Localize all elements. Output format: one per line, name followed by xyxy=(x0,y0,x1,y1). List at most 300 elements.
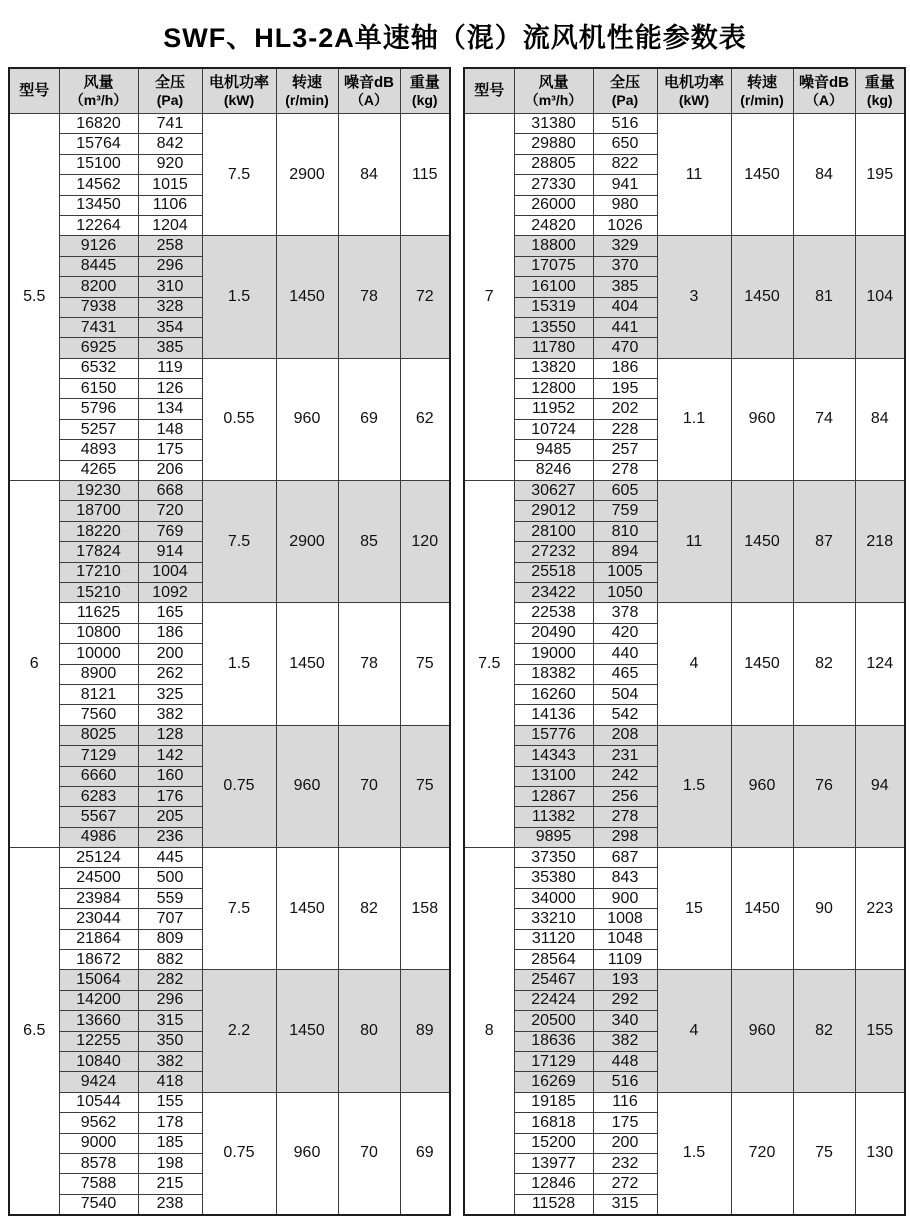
column-header: 全压 (Pa) xyxy=(138,68,202,114)
pressure-cell: 128 xyxy=(138,725,202,745)
noise-cell: 85 xyxy=(338,481,400,603)
airflow-cell: 18700 xyxy=(59,501,138,521)
pressure-cell: 232 xyxy=(593,1153,657,1173)
airflow-cell: 9485 xyxy=(514,440,593,460)
pressure-cell: 126 xyxy=(138,379,202,399)
airflow-cell: 19000 xyxy=(514,644,593,664)
table-row xyxy=(464,725,905,745)
airflow-cell: 28564 xyxy=(514,950,593,970)
pressure-cell: 1106 xyxy=(138,195,202,215)
airflow-cell: 6660 xyxy=(59,766,138,786)
pressure-cell: 1204 xyxy=(138,215,202,235)
airflow-cell: 33210 xyxy=(514,909,593,929)
weight-cell: 75 xyxy=(400,725,450,847)
weight-cell: 218 xyxy=(855,481,905,603)
pressure-cell: 155 xyxy=(138,1092,202,1112)
pressure-cell: 160 xyxy=(138,766,202,786)
weight-cell: 89 xyxy=(400,970,450,1092)
airflow-cell: 18382 xyxy=(514,664,593,684)
airflow-cell: 13100 xyxy=(514,766,593,786)
power-cell: 1.5 xyxy=(657,1092,731,1215)
noise-cell: 84 xyxy=(338,114,400,236)
weight-cell: 84 xyxy=(855,358,905,480)
power-cell: 11 xyxy=(657,114,731,236)
airflow-cell: 7560 xyxy=(59,705,138,725)
performance-table-left xyxy=(8,67,451,1216)
airflow-cell: 19230 xyxy=(59,481,138,501)
airflow-cell: 7431 xyxy=(59,317,138,337)
weight-cell: 120 xyxy=(400,481,450,603)
pressure-cell: 202 xyxy=(593,399,657,419)
pressure-cell: 516 xyxy=(593,114,657,134)
airflow-cell: 9562 xyxy=(59,1113,138,1133)
pressure-cell: 605 xyxy=(593,481,657,501)
pressure-cell: 440 xyxy=(593,644,657,664)
table-row xyxy=(9,848,450,868)
noise-cell: 78 xyxy=(338,236,400,358)
performance-table-right xyxy=(463,67,906,1216)
weight-cell: 94 xyxy=(855,725,905,847)
pressure-cell: 231 xyxy=(593,746,657,766)
pressure-cell: 176 xyxy=(138,786,202,806)
header-row xyxy=(464,68,905,114)
pressure-cell: 175 xyxy=(138,440,202,460)
weight-cell: 115 xyxy=(400,114,450,236)
pressure-cell: 382 xyxy=(138,705,202,725)
pressure-cell: 262 xyxy=(138,664,202,684)
airflow-cell: 16269 xyxy=(514,1072,593,1092)
airflow-cell: 22424 xyxy=(514,990,593,1010)
airflow-cell: 7588 xyxy=(59,1174,138,1194)
page-title: SWF、HL3-2A单速轴（混）流风机性能参数表 xyxy=(163,23,747,53)
airflow-cell: 9895 xyxy=(514,827,593,847)
table-row xyxy=(464,114,905,134)
airflow-cell: 13977 xyxy=(514,1153,593,1173)
pressure-cell: 769 xyxy=(138,521,202,541)
airflow-cell: 6532 xyxy=(59,358,138,378)
column-header: 风量 （m³/h） xyxy=(59,68,138,114)
pressure-cell: 370 xyxy=(593,256,657,276)
airflow-cell: 15319 xyxy=(514,297,593,317)
airflow-cell: 16100 xyxy=(514,277,593,297)
pressure-cell: 404 xyxy=(593,297,657,317)
pressure-cell: 257 xyxy=(593,440,657,460)
pressure-cell: 516 xyxy=(593,1072,657,1092)
pressure-cell: 504 xyxy=(593,684,657,704)
airflow-cell: 11528 xyxy=(514,1194,593,1215)
airflow-cell: 29880 xyxy=(514,134,593,154)
pressure-cell: 195 xyxy=(593,379,657,399)
pressure-cell: 378 xyxy=(593,603,657,623)
column-header: 噪音dB （A） xyxy=(338,68,400,114)
column-header: 电机功率 (kW) xyxy=(202,68,276,114)
model-cell: 6.5 xyxy=(9,848,59,1216)
speed-cell: 2900 xyxy=(276,481,338,603)
pressure-cell: 258 xyxy=(138,236,202,256)
model-cell: 7.5 xyxy=(464,481,514,848)
pressure-cell: 328 xyxy=(138,297,202,317)
pressure-cell: 193 xyxy=(593,970,657,990)
airflow-cell: 17210 xyxy=(59,562,138,582)
airflow-cell: 6283 xyxy=(59,786,138,806)
pressure-cell: 298 xyxy=(593,827,657,847)
weight-cell: 223 xyxy=(855,848,905,970)
airflow-cell: 4986 xyxy=(59,827,138,847)
header-row xyxy=(9,68,450,114)
pressure-cell: 941 xyxy=(593,175,657,195)
pressure-cell: 236 xyxy=(138,827,202,847)
pressure-cell: 148 xyxy=(138,419,202,439)
airflow-cell: 29012 xyxy=(514,501,593,521)
pressure-cell: 119 xyxy=(138,358,202,378)
pressure-cell: 198 xyxy=(138,1153,202,1173)
pressure-cell: 350 xyxy=(138,1031,202,1051)
airflow-cell: 11382 xyxy=(514,807,593,827)
power-cell: 15 xyxy=(657,848,731,970)
table-row xyxy=(464,481,905,501)
pressure-cell: 842 xyxy=(138,134,202,154)
airflow-cell: 15100 xyxy=(59,154,138,174)
airflow-cell: 17129 xyxy=(514,1051,593,1071)
tables-container xyxy=(0,67,910,1216)
speed-cell: 960 xyxy=(731,358,793,480)
table-row xyxy=(464,603,905,623)
pressure-cell: 296 xyxy=(138,990,202,1010)
pressure-cell: 809 xyxy=(138,929,202,949)
pressure-cell: 278 xyxy=(593,460,657,480)
airflow-cell: 10724 xyxy=(514,419,593,439)
airflow-cell: 25124 xyxy=(59,848,138,868)
airflow-cell: 17075 xyxy=(514,256,593,276)
airflow-cell: 13450 xyxy=(59,195,138,215)
power-cell: 11 xyxy=(657,481,731,603)
pressure-cell: 228 xyxy=(593,419,657,439)
pressure-cell: 296 xyxy=(138,256,202,276)
power-cell: 1.5 xyxy=(657,725,731,847)
pressure-cell: 920 xyxy=(138,154,202,174)
table-row xyxy=(464,358,905,378)
pressure-cell: 1092 xyxy=(138,582,202,602)
speed-cell: 2900 xyxy=(276,114,338,236)
power-cell: 0.75 xyxy=(202,1092,276,1215)
power-cell: 7.5 xyxy=(202,848,276,970)
speed-cell: 960 xyxy=(731,970,793,1092)
weight-cell: 158 xyxy=(400,848,450,970)
airflow-cell: 18800 xyxy=(514,236,593,256)
airflow-cell: 11625 xyxy=(59,603,138,623)
airflow-cell: 11952 xyxy=(514,399,593,419)
airflow-cell: 24500 xyxy=(59,868,138,888)
pressure-cell: 720 xyxy=(138,501,202,521)
pressure-cell: 882 xyxy=(138,950,202,970)
weight-cell: 62 xyxy=(400,358,450,480)
pressure-cell: 1026 xyxy=(593,215,657,235)
weight-cell: 155 xyxy=(855,970,905,1092)
speed-cell: 960 xyxy=(276,725,338,847)
pressure-cell: 1008 xyxy=(593,909,657,929)
airflow-cell: 11780 xyxy=(514,338,593,358)
airflow-cell: 15764 xyxy=(59,134,138,154)
table-row xyxy=(9,603,450,623)
airflow-cell: 15200 xyxy=(514,1133,593,1153)
power-cell: 4 xyxy=(657,970,731,1092)
noise-cell: 81 xyxy=(793,236,855,358)
airflow-cell: 7129 xyxy=(59,746,138,766)
pressure-cell: 282 xyxy=(138,970,202,990)
airflow-cell: 13550 xyxy=(514,317,593,337)
airflow-cell: 13660 xyxy=(59,1011,138,1031)
airflow-cell: 18220 xyxy=(59,521,138,541)
airflow-cell: 5796 xyxy=(59,399,138,419)
airflow-cell: 30627 xyxy=(514,481,593,501)
airflow-cell: 8578 xyxy=(59,1153,138,1173)
airflow-cell: 20500 xyxy=(514,1011,593,1031)
noise-cell: 80 xyxy=(338,970,400,1092)
table-row xyxy=(9,481,450,501)
pressure-cell: 420 xyxy=(593,623,657,643)
pressure-cell: 542 xyxy=(593,705,657,725)
airflow-cell: 28805 xyxy=(514,154,593,174)
airflow-cell: 14562 xyxy=(59,175,138,195)
airflow-cell: 10000 xyxy=(59,644,138,664)
airflow-cell: 10800 xyxy=(59,623,138,643)
airflow-cell: 4265 xyxy=(59,460,138,480)
noise-cell: 84 xyxy=(793,114,855,236)
pressure-cell: 340 xyxy=(593,1011,657,1031)
pressure-cell: 1015 xyxy=(138,175,202,195)
airflow-cell: 20490 xyxy=(514,623,593,643)
pressure-cell: 668 xyxy=(138,481,202,501)
speed-cell: 960 xyxy=(276,1092,338,1215)
pressure-cell: 242 xyxy=(593,766,657,786)
pressure-cell: 325 xyxy=(138,684,202,704)
airflow-cell: 8246 xyxy=(514,460,593,480)
power-cell: 0.55 xyxy=(202,358,276,480)
airflow-cell: 23422 xyxy=(514,582,593,602)
pressure-cell: 200 xyxy=(593,1133,657,1153)
table-row xyxy=(9,114,450,134)
pressure-cell: 900 xyxy=(593,888,657,908)
airflow-cell: 28100 xyxy=(514,521,593,541)
noise-cell: 70 xyxy=(338,1092,400,1215)
airflow-cell: 22538 xyxy=(514,603,593,623)
airflow-cell: 5567 xyxy=(59,807,138,827)
pressure-cell: 205 xyxy=(138,807,202,827)
noise-cell: 76 xyxy=(793,725,855,847)
pressure-cell: 1050 xyxy=(593,582,657,602)
speed-cell: 1450 xyxy=(276,236,338,358)
model-cell: 5.5 xyxy=(9,114,59,481)
pressure-cell: 894 xyxy=(593,542,657,562)
noise-cell: 74 xyxy=(793,358,855,480)
airflow-cell: 16818 xyxy=(514,1113,593,1133)
weight-cell: 75 xyxy=(400,603,450,725)
table-row xyxy=(9,1092,450,1112)
airflow-cell: 23044 xyxy=(59,909,138,929)
pressure-cell: 186 xyxy=(138,623,202,643)
pressure-cell: 1005 xyxy=(593,562,657,582)
table-row xyxy=(9,236,450,256)
airflow-cell: 15064 xyxy=(59,970,138,990)
pressure-cell: 134 xyxy=(138,399,202,419)
table-row xyxy=(464,970,905,990)
column-header: 全压 (Pa) xyxy=(593,68,657,114)
airflow-cell: 31120 xyxy=(514,929,593,949)
power-cell: 7.5 xyxy=(202,114,276,236)
pressure-cell: 465 xyxy=(593,664,657,684)
airflow-cell: 14136 xyxy=(514,705,593,725)
pressure-cell: 385 xyxy=(138,338,202,358)
airflow-cell: 25467 xyxy=(514,970,593,990)
column-header: 重量 (kg) xyxy=(855,68,905,114)
weight-cell: 124 xyxy=(855,603,905,725)
pressure-cell: 215 xyxy=(138,1174,202,1194)
column-header: 转速 (r/min) xyxy=(731,68,793,114)
airflow-cell: 27330 xyxy=(514,175,593,195)
pressure-cell: 707 xyxy=(138,909,202,929)
pressure-cell: 186 xyxy=(593,358,657,378)
power-cell: 1.1 xyxy=(657,358,731,480)
weight-cell: 130 xyxy=(855,1092,905,1215)
airflow-cell: 21864 xyxy=(59,929,138,949)
airflow-cell: 23984 xyxy=(59,888,138,908)
airflow-cell: 31380 xyxy=(514,114,593,134)
column-header: 电机功率 (kW) xyxy=(657,68,731,114)
power-cell: 2.2 xyxy=(202,970,276,1092)
airflow-cell: 12867 xyxy=(514,786,593,806)
model-cell: 8 xyxy=(464,848,514,1216)
pressure-cell: 292 xyxy=(593,990,657,1010)
pressure-cell: 1109 xyxy=(593,950,657,970)
airflow-cell: 12264 xyxy=(59,215,138,235)
pressure-cell: 175 xyxy=(593,1113,657,1133)
airflow-cell: 17824 xyxy=(59,542,138,562)
airflow-cell: 12846 xyxy=(514,1174,593,1194)
noise-cell: 78 xyxy=(338,603,400,725)
airflow-cell: 16820 xyxy=(59,114,138,134)
pressure-cell: 980 xyxy=(593,195,657,215)
airflow-cell: 9424 xyxy=(59,1072,138,1092)
noise-cell: 90 xyxy=(793,848,855,970)
pressure-cell: 272 xyxy=(593,1174,657,1194)
power-cell: 1.5 xyxy=(202,603,276,725)
model-cell: 7 xyxy=(464,114,514,481)
airflow-cell: 19185 xyxy=(514,1092,593,1112)
pressure-cell: 315 xyxy=(593,1194,657,1215)
power-cell: 1.5 xyxy=(202,236,276,358)
pressure-cell: 559 xyxy=(138,888,202,908)
column-header: 转速 (r/min) xyxy=(276,68,338,114)
weight-cell: 104 xyxy=(855,236,905,358)
pressure-cell: 382 xyxy=(593,1031,657,1051)
pressure-cell: 116 xyxy=(593,1092,657,1112)
power-cell: 4 xyxy=(657,603,731,725)
airflow-cell: 8900 xyxy=(59,664,138,684)
noise-cell: 70 xyxy=(338,725,400,847)
airflow-cell: 14343 xyxy=(514,746,593,766)
table-row xyxy=(464,236,905,256)
pressure-cell: 278 xyxy=(593,807,657,827)
noise-cell: 69 xyxy=(338,358,400,480)
pressure-cell: 914 xyxy=(138,542,202,562)
airflow-cell: 8025 xyxy=(59,725,138,745)
table-row xyxy=(9,358,450,378)
airflow-cell: 4893 xyxy=(59,440,138,460)
noise-cell: 87 xyxy=(793,481,855,603)
airflow-cell: 7938 xyxy=(59,297,138,317)
column-header: 重量 (kg) xyxy=(400,68,450,114)
pressure-cell: 208 xyxy=(593,725,657,745)
pressure-cell: 445 xyxy=(138,848,202,868)
speed-cell: 960 xyxy=(731,725,793,847)
airflow-cell: 9126 xyxy=(59,236,138,256)
power-cell: 7.5 xyxy=(202,481,276,603)
pressure-cell: 354 xyxy=(138,317,202,337)
speed-cell: 960 xyxy=(276,358,338,480)
pressure-cell: 810 xyxy=(593,521,657,541)
noise-cell: 75 xyxy=(793,1092,855,1215)
pressure-cell: 185 xyxy=(138,1133,202,1153)
weight-cell: 69 xyxy=(400,1092,450,1215)
pressure-cell: 1004 xyxy=(138,562,202,582)
airflow-cell: 35380 xyxy=(514,868,593,888)
airflow-cell: 37350 xyxy=(514,848,593,868)
power-cell: 0.75 xyxy=(202,725,276,847)
airflow-cell: 12800 xyxy=(514,379,593,399)
airflow-cell: 14200 xyxy=(59,990,138,1010)
column-header: 型号 xyxy=(464,68,514,114)
pressure-cell: 687 xyxy=(593,848,657,868)
airflow-cell: 15210 xyxy=(59,582,138,602)
pressure-cell: 200 xyxy=(138,644,202,664)
pressure-cell: 165 xyxy=(138,603,202,623)
pressure-cell: 310 xyxy=(138,277,202,297)
pressure-cell: 329 xyxy=(593,236,657,256)
pressure-cell: 650 xyxy=(593,134,657,154)
speed-cell: 720 xyxy=(731,1092,793,1215)
pressure-cell: 441 xyxy=(593,317,657,337)
pressure-cell: 238 xyxy=(138,1194,202,1215)
airflow-cell: 27232 xyxy=(514,542,593,562)
pressure-cell: 382 xyxy=(138,1051,202,1071)
airflow-cell: 10840 xyxy=(59,1051,138,1071)
pressure-cell: 385 xyxy=(593,277,657,297)
weight-cell: 72 xyxy=(400,236,450,358)
airflow-cell: 18672 xyxy=(59,950,138,970)
noise-cell: 82 xyxy=(793,970,855,1092)
airflow-cell: 7540 xyxy=(59,1194,138,1215)
speed-cell: 1450 xyxy=(731,848,793,970)
column-header: 噪音dB （A） xyxy=(793,68,855,114)
airflow-cell: 8200 xyxy=(59,277,138,297)
pressure-cell: 741 xyxy=(138,114,202,134)
pressure-cell: 500 xyxy=(138,868,202,888)
airflow-cell: 10544 xyxy=(59,1092,138,1112)
noise-cell: 82 xyxy=(793,603,855,725)
weight-cell: 195 xyxy=(855,114,905,236)
airflow-cell: 6925 xyxy=(59,338,138,358)
pressure-cell: 759 xyxy=(593,501,657,521)
airflow-cell: 6150 xyxy=(59,379,138,399)
speed-cell: 1450 xyxy=(276,603,338,725)
airflow-cell: 34000 xyxy=(514,888,593,908)
pressure-cell: 843 xyxy=(593,868,657,888)
pressure-cell: 315 xyxy=(138,1011,202,1031)
airflow-cell: 15776 xyxy=(514,725,593,745)
pressure-cell: 142 xyxy=(138,746,202,766)
model-cell: 6 xyxy=(9,481,59,848)
speed-cell: 1450 xyxy=(731,114,793,236)
